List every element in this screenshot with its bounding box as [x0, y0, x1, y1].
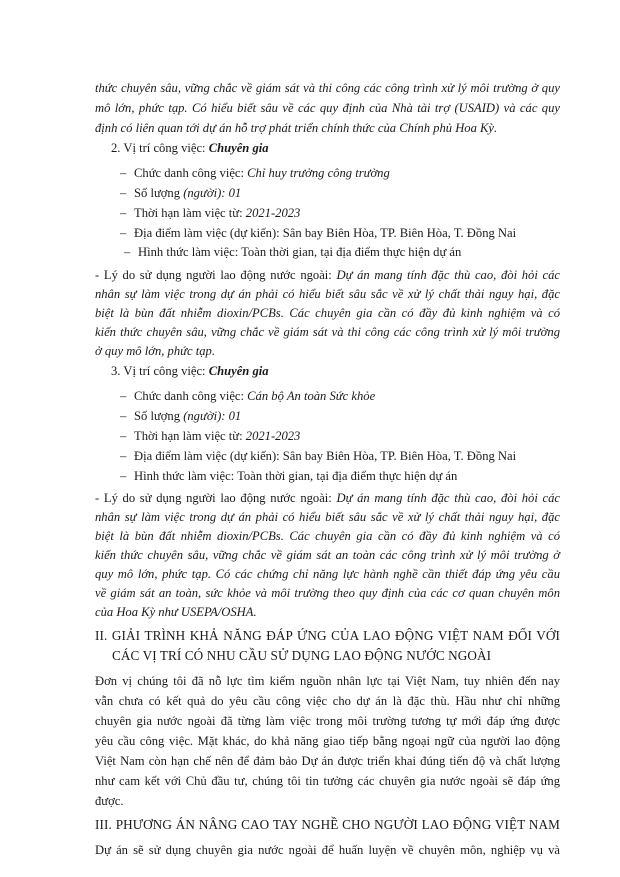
- reason-line: nhân sự làm việc trong dự án phải có hiểu biết sâu sắc về xử lý chất thải nguy hại, đặc: [95, 287, 560, 301]
- position-heading: 3. Vị trí công việc: Chuyên gia: [111, 364, 269, 378]
- list-item: – Chức danh công việc: Chỉ huy trưởng công trường: [120, 166, 390, 180]
- reason-line: kiến thức chuyên sâu, vững chắc về giám sát và thi công các công trình xử lý môi trường: [95, 325, 560, 339]
- paragraph-line: như cam kết với Chủ đầu tư, chúng tôi tin tưởng các chuyên gia nước ngoài sẽ đáp ứng: [95, 774, 560, 788]
- list-item: – Chức danh công việc: Cán bộ An toàn Sức khỏe: [120, 389, 376, 403]
- reason-line: nhân sự làm việc trong dự án phải có hiểu biết sâu sắc về xử lý chất thải nguy hại, đặc: [95, 510, 560, 524]
- list-item: – Hình thức làm việc: Toàn thời gian, tại địa điểm thực hiện dự án: [124, 245, 462, 259]
- reason-line: - Lý do sử dụng người lao động nước ngoài: Dự án mang tính đặc thù cao, đòi hỏi các: [95, 491, 560, 505]
- position-heading: 2. Vị trí công việc: Chuyên gia: [111, 141, 269, 155]
- list-item: – Số lượng (người): 01: [120, 409, 242, 423]
- reason-line: - Lý do sử dụng người lao động nước ngoài: Dự án mang tính đặc thù cao, đòi hỏi các: [95, 268, 560, 282]
- reason-line: biệt là bùn đất nhiễm dioxin/PCBs. Các chuyên gia cần có đầy đủ kinh nghiệm và có: [95, 306, 560, 320]
- paragraph-line: mô lớn, phức tạp. Có hiểu biết sâu về các quy định của Nhà tài trợ (USAID) và các quy: [95, 101, 560, 115]
- paragraph-line: vẫn chưa có kết quả do yêu cầu công việc cho dự án là đặc thù. Hầu như chỉ những: [95, 694, 560, 708]
- paragraph-line: Dự án sẽ sử dụng chuyên gia nước ngoài để huấn luyện về chuyên môn, nghiệp vụ và: [95, 843, 560, 857]
- list-item: – Hình thức làm việc: Toàn thời gian, tại địa điểm thực hiện dự án: [120, 469, 458, 483]
- reason-line: biệt là bùn đất nhiễm dioxin/PCBs. Các chuyên gia cần có đầy đủ kinh nghiệm và có: [95, 529, 560, 543]
- reason-line: của Hoa Kỳ như USEPA/OSHA.: [95, 605, 257, 619]
- section-heading: III. PHƯƠNG ÁN NÂNG CAO TAY NGHỀ CHO NGƯỜI LAO ĐỘNG VIỆT NAM: [95, 817, 560, 832]
- paragraph-line: được.: [95, 794, 124, 808]
- list-item: – Thời hạn làm việc từ: 2021-2023: [120, 429, 301, 443]
- section-heading: CÁC VỊ TRÍ CÓ NHU CẦU SỬ DỤNG LAO ĐỘNG NƯỚC NGOÀI: [112, 648, 492, 663]
- list-item: – Địa điểm làm việc (dự kiến): Sân bay Biên Hòa, TP. Biên Hòa, T. Đồng Nai: [120, 449, 517, 463]
- paragraph-line: chuyên gia nước ngoài đã từng làm việc trong môi trường tương tự mới đáp ứng được: [95, 714, 560, 728]
- paragraph-line: thức chuyên sâu, vững chắc về giám sát và thi công các công trình xử lý môi trường ở quy: [95, 81, 560, 95]
- paragraph-line: định có liên quan tới dự án hỗ trợ phát triển chính thức của Chính phủ Hoa Kỳ.: [95, 121, 498, 135]
- paragraph-line: yêu cầu công việc. Mặt khác, do khả năng giao tiếp bằng ngoại ngữ của người lao động: [95, 734, 560, 748]
- reason-line: quy mô lớn, phức tạp. Có các chứng chỉ năng lực hành nghề cần thiết đáp ứng yêu cầu: [95, 567, 560, 581]
- list-item: – Thời hạn làm việc từ: 2021-2023: [120, 206, 301, 220]
- list-item: – Địa điểm làm việc (dự kiến): Sân bay Biên Hòa, TP. Biên Hòa, T. Đồng Nai: [120, 226, 517, 240]
- paragraph-line: Việt Nam còn hạn chế nên để đảm bảo Dự án được triển khai đúng tiến độ và chất lượng: [95, 754, 560, 768]
- reason-line: kiến thức chuyên sâu, vững chắc về giám sát an toàn các công trình xử lý môi trường ở: [95, 548, 560, 562]
- paragraph-line: Đơn vị chúng tôi đã nỗ lực tìm kiếm nguồn nhân lực tại Việt Nam, tuy nhiên đến nay: [95, 674, 560, 688]
- section-heading: II. GIẢI TRÌNH KHẢ NĂNG ĐÁP ỨNG CỦA LAO ĐỘNG VIỆT NAM ĐỐI VỚI: [95, 628, 560, 643]
- reason-line: về giám sát an toàn, sức khỏe và môi trường theo quy định của các cơ quan chuyên môn: [95, 586, 560, 600]
- list-item: – Số lượng (người): 01: [120, 186, 242, 200]
- reason-line: ở quy mô lớn, phức tạp.: [95, 344, 215, 358]
